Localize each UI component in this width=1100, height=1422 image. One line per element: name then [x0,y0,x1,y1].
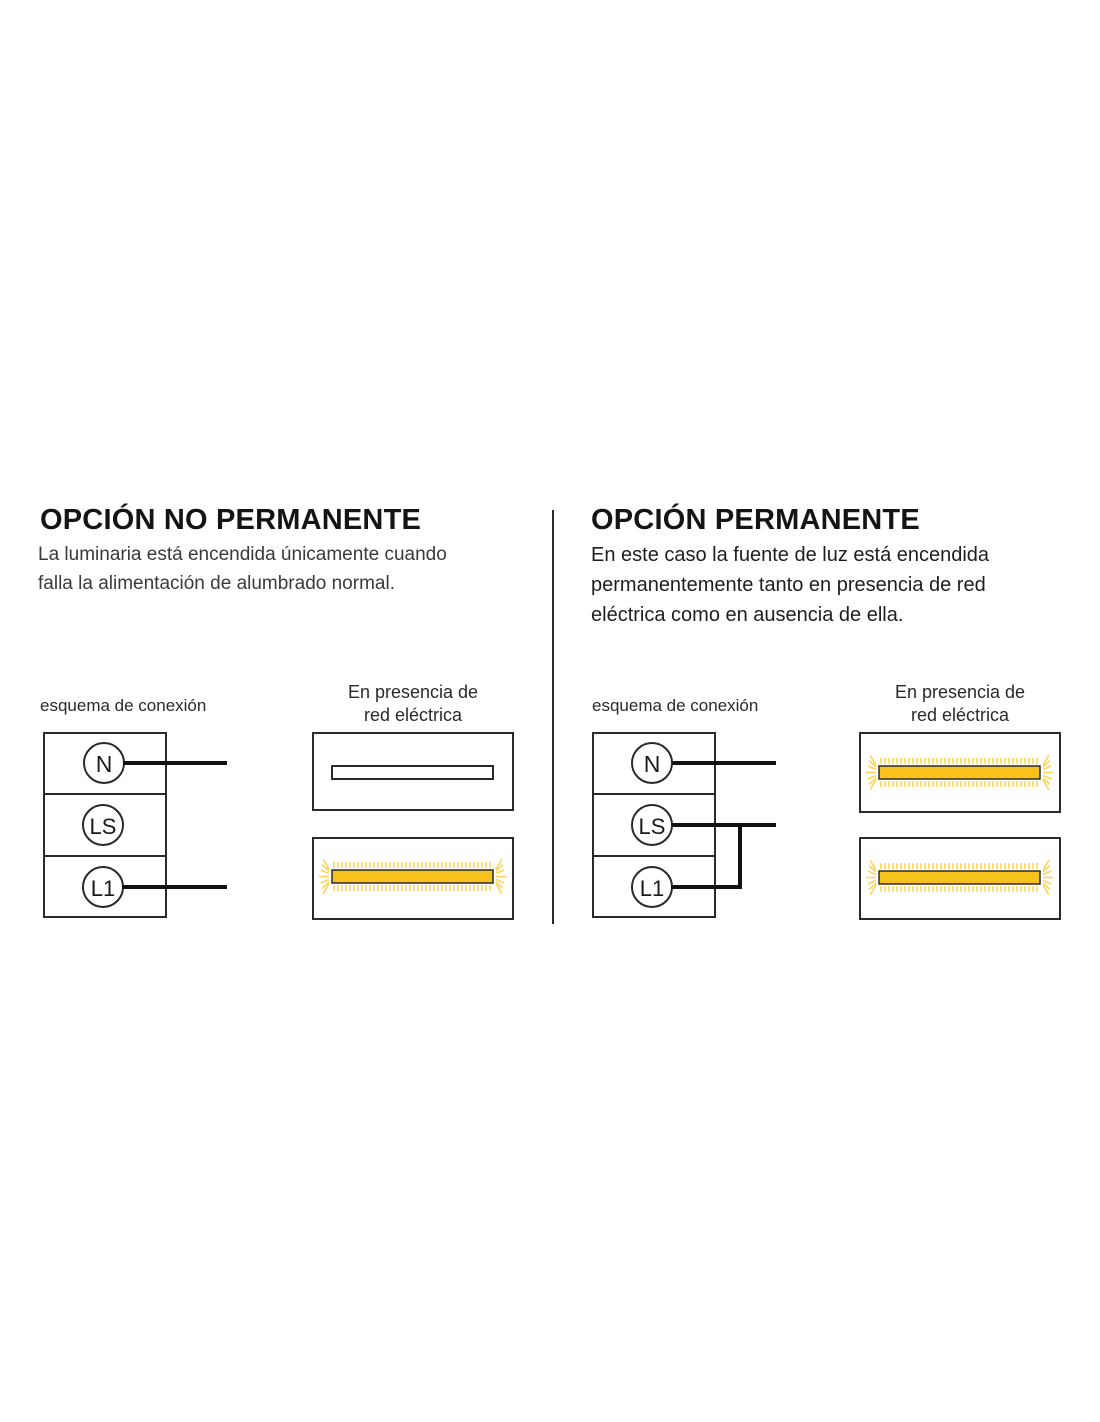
right-terminal-l1 [632,867,672,907]
right-lamp-top-on [860,733,1060,812]
left-terminal-ls-label: LS [89,814,117,839]
left-terminal-n-label: N [95,751,113,777]
left-lamp-top-off [313,733,513,810]
left-lamp-bottom-on [313,838,513,919]
left-description-line-2: falla la alimentación de alumbrado normal. [38,573,395,594]
left-wires [122,763,227,887]
right-description-line-2: permanentemente tanto en presencia de red [591,574,986,596]
left-terminal-n [84,743,124,783]
right-terminal-l1-label: L1 [639,876,665,901]
left-terminal-l1 [83,867,123,907]
right-terminal-n [632,743,672,783]
right-description-line-3: eléctrica como en ausencia de ella. [591,604,904,626]
right-terminal-ls [632,805,672,845]
left-caption-line-2: red eléctrica [363,705,463,725]
right-terminal-ls-label: LS [638,814,666,839]
left-description-line-1: La luminaria está encendida únicamente cuando [38,544,447,565]
right-scheme-label: esquema de conexión [592,696,759,715]
right-terminal-n-label: N [643,751,661,777]
left-terminal-l1-label: L1 [90,876,116,901]
right-caption-line-1: En presencia de [894,682,1026,702]
right-lamp-bottom-on [860,838,1060,919]
right-caption-line-2: red eléctrica [910,705,1010,725]
left-terminal-ls [83,805,123,845]
left-caption-line-1: En presencia de [347,682,479,702]
left-scheme-label: esquema de conexión [40,696,207,715]
right-title: OPCIÓN PERMANENTE [591,504,920,536]
left-terminal-block [44,733,166,917]
right-description-line-1: En este caso la fuente de luz está encendida [591,544,990,566]
right-wires [671,763,776,887]
left-title: OPCIÓN NO PERMANENTE [40,504,422,536]
